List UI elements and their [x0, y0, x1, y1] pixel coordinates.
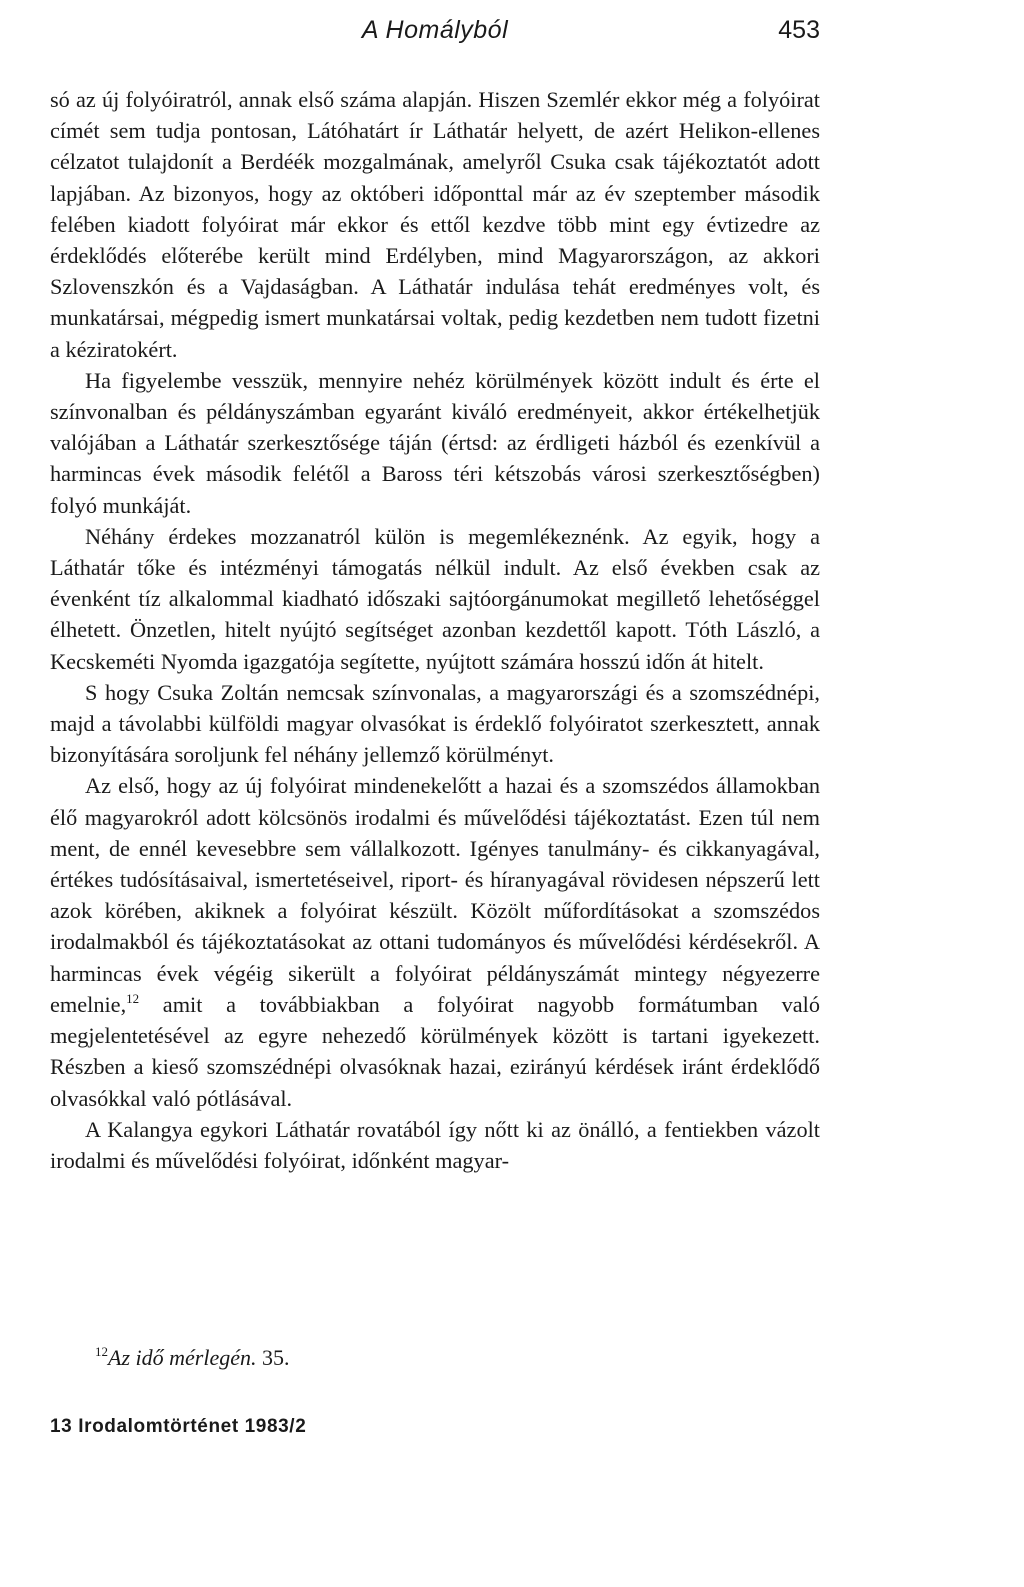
footnote-title: Az idő mérlegén. — [108, 1345, 257, 1370]
paragraph-5 — [50, 770, 820, 1113]
footnote-page: 35. — [256, 1345, 290, 1370]
paragraph-5-before-note: Az első, hogy az új folyóirat mindenekelőtt a hazai és a szomszédos államokban élő magyarokról adott kölcsönös irodalmi és művelődési tájékoztatást. Ezen túl nem ment, de ennél kevesebbre sem vállalkozott. Igényes tanulmány- és cikkanyagával, értékes tudósításaival, ismertetéseivel, riport- és híranyagával rövidesen népszerű lett azok körében, akiknek a folyóirat készült. Közölt műfordításokat a szomszédos irodalmakból és tájékoztatásokat az ottani tudományos és művelődési kérdésekről. A harmincas évek végéig sikerült a folyóirat példányszámát mintegy négyezerre emelnie, — [50, 773, 820, 1017]
footnote-reference: 12 — [126, 990, 140, 1006]
running-title: A Homályból — [361, 16, 509, 44]
body-text — [50, 84, 820, 1176]
running-head — [50, 16, 820, 48]
page-number: 453 — [778, 16, 820, 44]
paragraph-2: Ha figyelembe vesszük, mennyire nehéz körülmények között indult és érte el színvonalban és példányszámban egyaránt kiváló eredményeit, akkor értékelhetjük valójában a Láthatár szerkesztősége táján (értsd: az érdligeti házból és ezenkívül a harmincas évek második felétől a Baross téri kétszobás városi szerkesztőségben) folyó munkáját. — [50, 367, 820, 518]
paragraph-1: só az új folyóiratról, annak első száma alapján. Hiszen Szemlér ekkor még a folyóirat címét sem tudja pontosan, Látóhatárt ír Láthatár helyett, de azért Helikon-ellenes célzatot tulajdonít a Berdéék mozgalmának, amelyről Csuka csak tájékoztatót adott lapjában. Az bizonyos, hogy az októberi időponttal már az év szeptember második felében kiadott folyóirat már ekkor és ettől kezdve több mint egy évtizedre az érdeklődés előterébe került mind Erdélyben, mind Magyarországon, az akkori Szlovenszkón és a Vajdaságban. A Láthatár indulása tehát eredményes volt, és munkatársai, mégpedig ismert munkatársai voltak, pedig kezdetben nem tudott fizetni a kéziratokért. — [50, 87, 820, 362]
paragraph-6: A Kalangya egykori Láthatár rovatából így nőtt ki az önálló, a fentiekben vázolt irodalmi és művelődési folyóirat, időnként magyar- — [50, 1116, 820, 1173]
footnote — [95, 1343, 795, 1373]
footnote-number: 12 — [95, 1344, 108, 1359]
printer-signature: 13 Irodalomtörténet 1983/2 — [50, 1416, 307, 1437]
paragraph-5-after-note: amit a továbbiakban a folyóirat nagyobb formátumban való megjelentetésével az egyre nehezedő körülmények között is tartani igyekezett. Részben a kieső szomszédnépi olvasóknak hazai, ezirányú kérdések iránt érdeklődő olvasókkal való pótlásával. — [50, 991, 820, 1111]
paragraph-3: Néhány érdekes mozzanatról külön is megemlékeznénk. Az egyik, hogy a Láthatár tőke és intézményi támogatás nélkül indult. Az első években csak az évenként tíz alkalommal kiadható időszaki sajtóorgánumokat megillető lehetőséggel élhetett. Önzetlen, hitelt nyújtó segítséget azonban kezdettől kapott. Tóth László, a Kecskeméti Nyomda igazgatója segítette, nyújtott számára hosszú időn át hitelt. — [50, 523, 820, 674]
paragraph-4: S hogy Csuka Zoltán nemcsak színvonalas, a magyarországi és a szomszédnépi, majd a távolabbi külföldi magyar olvasókat is érdeklő folyóiratot szerkesztett, annak bizonyítására soroljunk fel néhány jellemző körülményt. — [50, 679, 820, 768]
